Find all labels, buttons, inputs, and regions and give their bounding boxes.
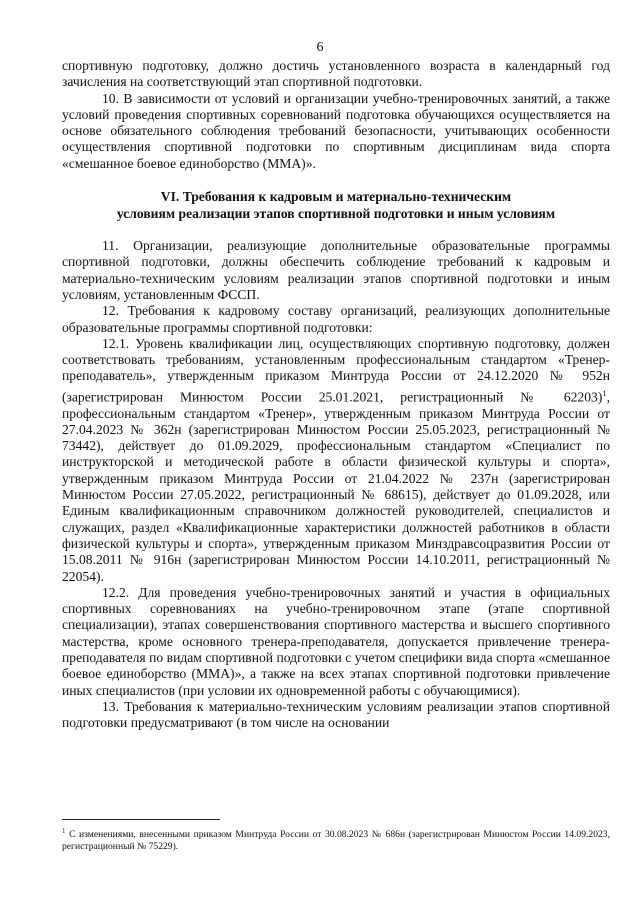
spacer (62, 222, 610, 238)
section-heading-line-2: условиям реализации этапов спортивной подготовки и иным условиям (116, 206, 556, 222)
paragraph-12-1-part-a: 12.1. Уровень квалификации лиц, осуществляющих спортивную подготовку, должен соответствовать требованиям, установленным профессиональным стандартом «Тренер-преподаватель», утвержденным приказом Минтруда России от 24.12.2020 № 952н (зарегистрирован Минюстом России 25.01.2021, регистрационный № 62203) (62, 335, 610, 405)
paragraph-12-1-part-b: , профессиональным стандартом «Тренер», утвержденным приказом Минтруда России от 27.04.2023 № 362н (зарегистрирован Минюстом России 25.05.2023, регистрационный № 73442), действует до 01.09.2029, профессиональным стандартом «Специалист по инструкторской и методической работе в области физической культуры и спорта», утвержденным приказом Минтруда России от 21.04.2022 № 237н (зарегистрирован Минюстом России 27.05.2022, регистрационный № 68615), действует до 01.09.2028, или Единым квалификационным справочником должностей руководителей, специалистов и служащих, раздел «Квалификационные характеристики должностей работников в области физической культуры и спорта», утвержденным приказом Минздравсоцразвития России от 15.08.2011 № 916н (зарегистрирован Минюстом России 14.10.2011, регистрационный № 22054). (62, 389, 610, 584)
footnote (62, 825, 610, 853)
document-body (62, 58, 610, 732)
paragraph-continuation: спортивную подготовку, должно достичь установленного возраста в календарный год зачисления на соответствующий этап спортивной подготовки. (62, 58, 610, 90)
footnote-text: С изменениями, внесенными приказом Минтруда России от 30.08.2023 № 686н (зарегистрирован Минюстом России 14.09.2023, регистрационный № 75229). (62, 829, 610, 853)
section-heading-line-1: VI. Требования к кадровым и материально-техническим (160, 189, 512, 205)
page-number: 6 (316, 40, 324, 55)
footnote-divider (62, 819, 220, 820)
footnote-reference: 1 (602, 387, 607, 398)
paragraph-12: 12. Требования к кадровому составу организаций, реализующих дополнительные образовательные программы спортивной подготовки: (62, 303, 610, 335)
footnote-number: 1 (62, 827, 66, 835)
paragraph-11: 11. Организации, реализующие дополнительные образовательные программы спортивной подготовки, должны обеспечить соблюдение требований к кадровым и материально-техническим условиям реализации этапов спортивной подготовки и иным условиям, установленным ФССП. (62, 238, 610, 302)
paragraph-12-1 (62, 336, 610, 585)
paragraph-13: 13. Требования к материально-техническим условиям реализации этапов спортивной подготовки предусматривают (в том числе на основании (62, 698, 610, 731)
spacer (62, 172, 610, 188)
paragraph-10: 10. В зависимости от условий и организации учебно-тренировочных занятий, а также условий проведения спортивных соревнований подготовка обучающихся осуществляется на основе обязательного соблюдения требований безопасности, учитывающих особенности осуществления спортивной подготовки по спортивным дисциплинам вида спорта «смешанное боевое единоборство (ММА)». (62, 90, 610, 171)
section-heading (62, 188, 610, 222)
paragraph-12-2: 12.2. Для проведения учебно-тренировочных занятий и участия в официальных спортивных соревнованиях на учебно-тренировочном этапе (этапе спортивной специализации), этапах совершенствования спортивного мастерства и высшего спортивного мастерства, кроме основного тренера-преподавателя, допускается привлечение тренера-преподавателя по видам спортивной подготовки с учетом специфики вида спорта «смешанное боевое единоборство (ММА)», а также на всех этапах спортивной подготовки привлечение иных специалистов (при условии их одновременной работы с обучающимися). (62, 584, 610, 698)
